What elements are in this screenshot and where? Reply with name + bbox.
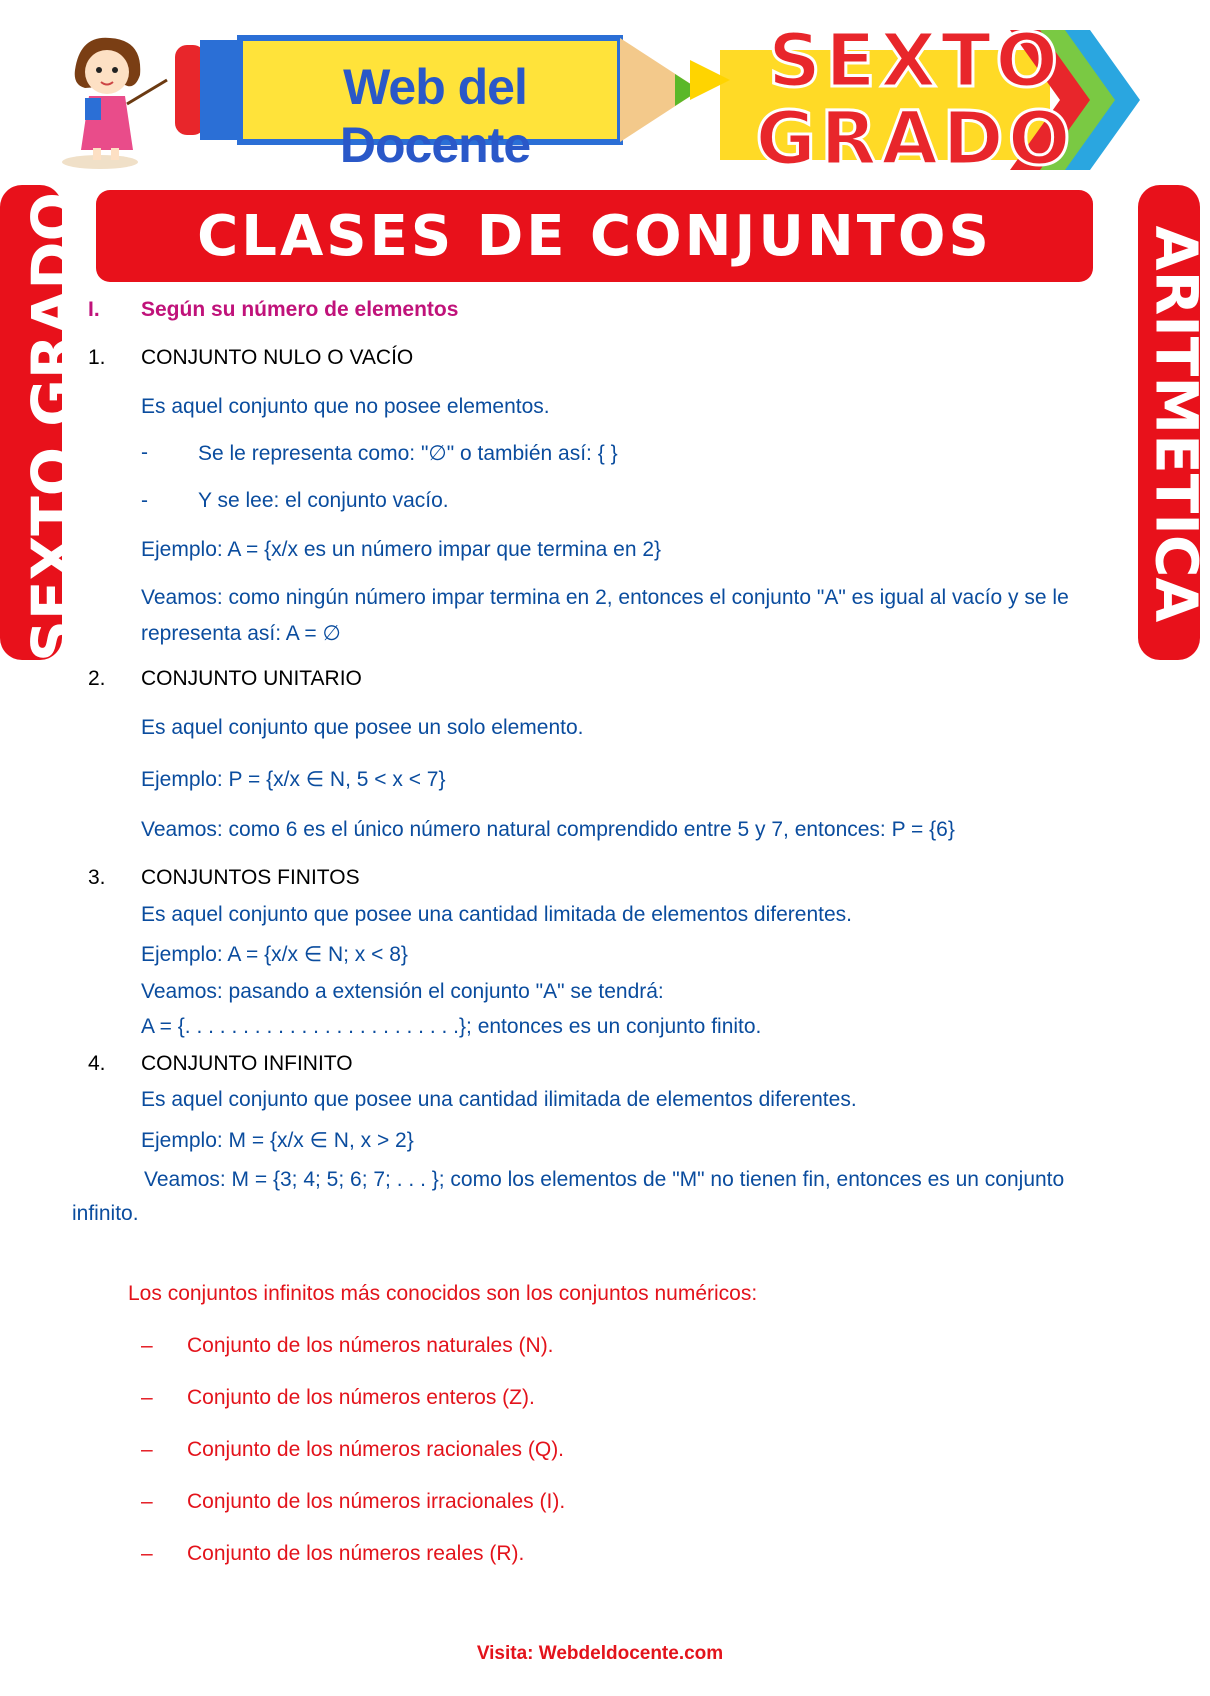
numeric-set-dash: –	[141, 1334, 153, 1357]
page-title: CLASES DE CONJUNTOS	[197, 204, 992, 269]
item-4-heading: CONJUNTO INFINITO	[141, 1052, 353, 1075]
numeric-set-dash: –	[141, 1542, 153, 1565]
grade-label-line1: SEXTO	[767, 18, 1063, 104]
section-number: I.	[88, 298, 100, 321]
numeric-set-item: Conjunto de los números racionales (Q).	[187, 1438, 565, 1461]
footer-link[interactable]: Visita: Webdeldocente.com	[476, 1643, 724, 1664]
logo-text: Web del Docente	[339, 59, 531, 173]
item-2-example: Ejemplo: P = {x/x ∈ N, 5 < x < 7}	[141, 768, 446, 791]
side-banner-right-text: ARITMÉTICA	[1142, 225, 1210, 623]
numeric-set-dash: –	[141, 1438, 153, 1461]
numeric-set-item: Conjunto de los números irracionales (I).	[187, 1490, 566, 1513]
item-1-bullet-1: Se le representa como: "∅" o también así: { }	[198, 442, 618, 465]
numeric-set-item: Conjunto de los números naturales (N).	[187, 1334, 554, 1357]
item-1-bullet-2-dash: -	[141, 489, 148, 512]
item-4-explanation-line-1: Veamos: M = {3; 4; 5; 6; 7; . . . }; como los elementos de "M" no tienen fin, entonces es un conjunto	[144, 1168, 1065, 1191]
numeric-set-item: Conjunto de los números reales (R).	[187, 1542, 525, 1565]
item-3-heading: CONJUNTOS FINITOS	[141, 866, 360, 889]
item-1-definition: Es aquel conjunto que no posee elementos.	[141, 395, 550, 418]
item-1-number: 1.	[88, 346, 106, 369]
grade-label-line2: GRADO	[755, 96, 1075, 182]
item-3-number: 3.	[88, 866, 106, 889]
item-1-example: Ejemplo: A = {x/x es un número impar que termina en 2}	[141, 538, 662, 561]
item-1-explanation-line-1: Veamos: como ningún número impar termina en 2, entonces el conjunto "A" es igual al vacío y se le	[141, 586, 1069, 609]
item-1-explanation-line-2: representa así: A = ∅	[141, 622, 341, 645]
item-3-explanation-line-1: Veamos: pasando a extensión el conjunto "A" se tendrá:	[141, 980, 664, 1003]
numeric-set-dash: –	[141, 1386, 153, 1409]
numeric-sets-intro: Los conjuntos infinitos más conocidos son los conjuntos numéricos:	[128, 1282, 758, 1305]
item-2-heading: CONJUNTO UNITARIO	[141, 667, 362, 690]
item-4-example: Ejemplo: M = {x/x ∈ N, x > 2}	[141, 1129, 414, 1152]
side-banner-left-text: SEXTO GRADO	[18, 192, 87, 662]
numeric-set-dash: –	[141, 1490, 153, 1513]
item-3-explanation-line-2: A = {. . . . . . . . . . . . . . . . . . . . . . . .}; entonces es un conjunto finito.	[141, 1015, 762, 1038]
item-2-number: 2.	[88, 667, 106, 690]
item-1-bullet-1-dash: -	[141, 441, 148, 464]
section-title: Según su número de elementos	[141, 298, 459, 321]
item-1-heading: CONJUNTO NULO O VACÍO	[141, 346, 414, 369]
item-4-definition: Es aquel conjunto que posee una cantidad ilimitada de elementos diferentes.	[141, 1088, 857, 1111]
item-3-example: Ejemplo: A = {x/x ∈ N; x < 8}	[141, 943, 408, 966]
numeric-set-item: Conjunto de los números enteros (Z).	[187, 1386, 535, 1409]
item-4-number: 4.	[88, 1052, 106, 1075]
teacher-mascot-icon	[55, 30, 175, 170]
item-1-bullet-2: Y se lee: el conjunto vacío.	[198, 489, 449, 512]
item-2-definition: Es aquel conjunto que posee un solo elemento.	[141, 716, 584, 739]
item-2-explanation: Veamos: como 6 es el único número natural comprendido entre 5 y 7, entonces: P = {6}	[141, 818, 955, 841]
item-4-explanation-line-2: infinito.	[72, 1202, 139, 1225]
side-banner-left	[0, 185, 87, 662]
item-3-definition: Es aquel conjunto que posee una cantidad limitada de elementos diferentes.	[141, 903, 852, 926]
side-banner-right	[1138, 185, 1210, 660]
